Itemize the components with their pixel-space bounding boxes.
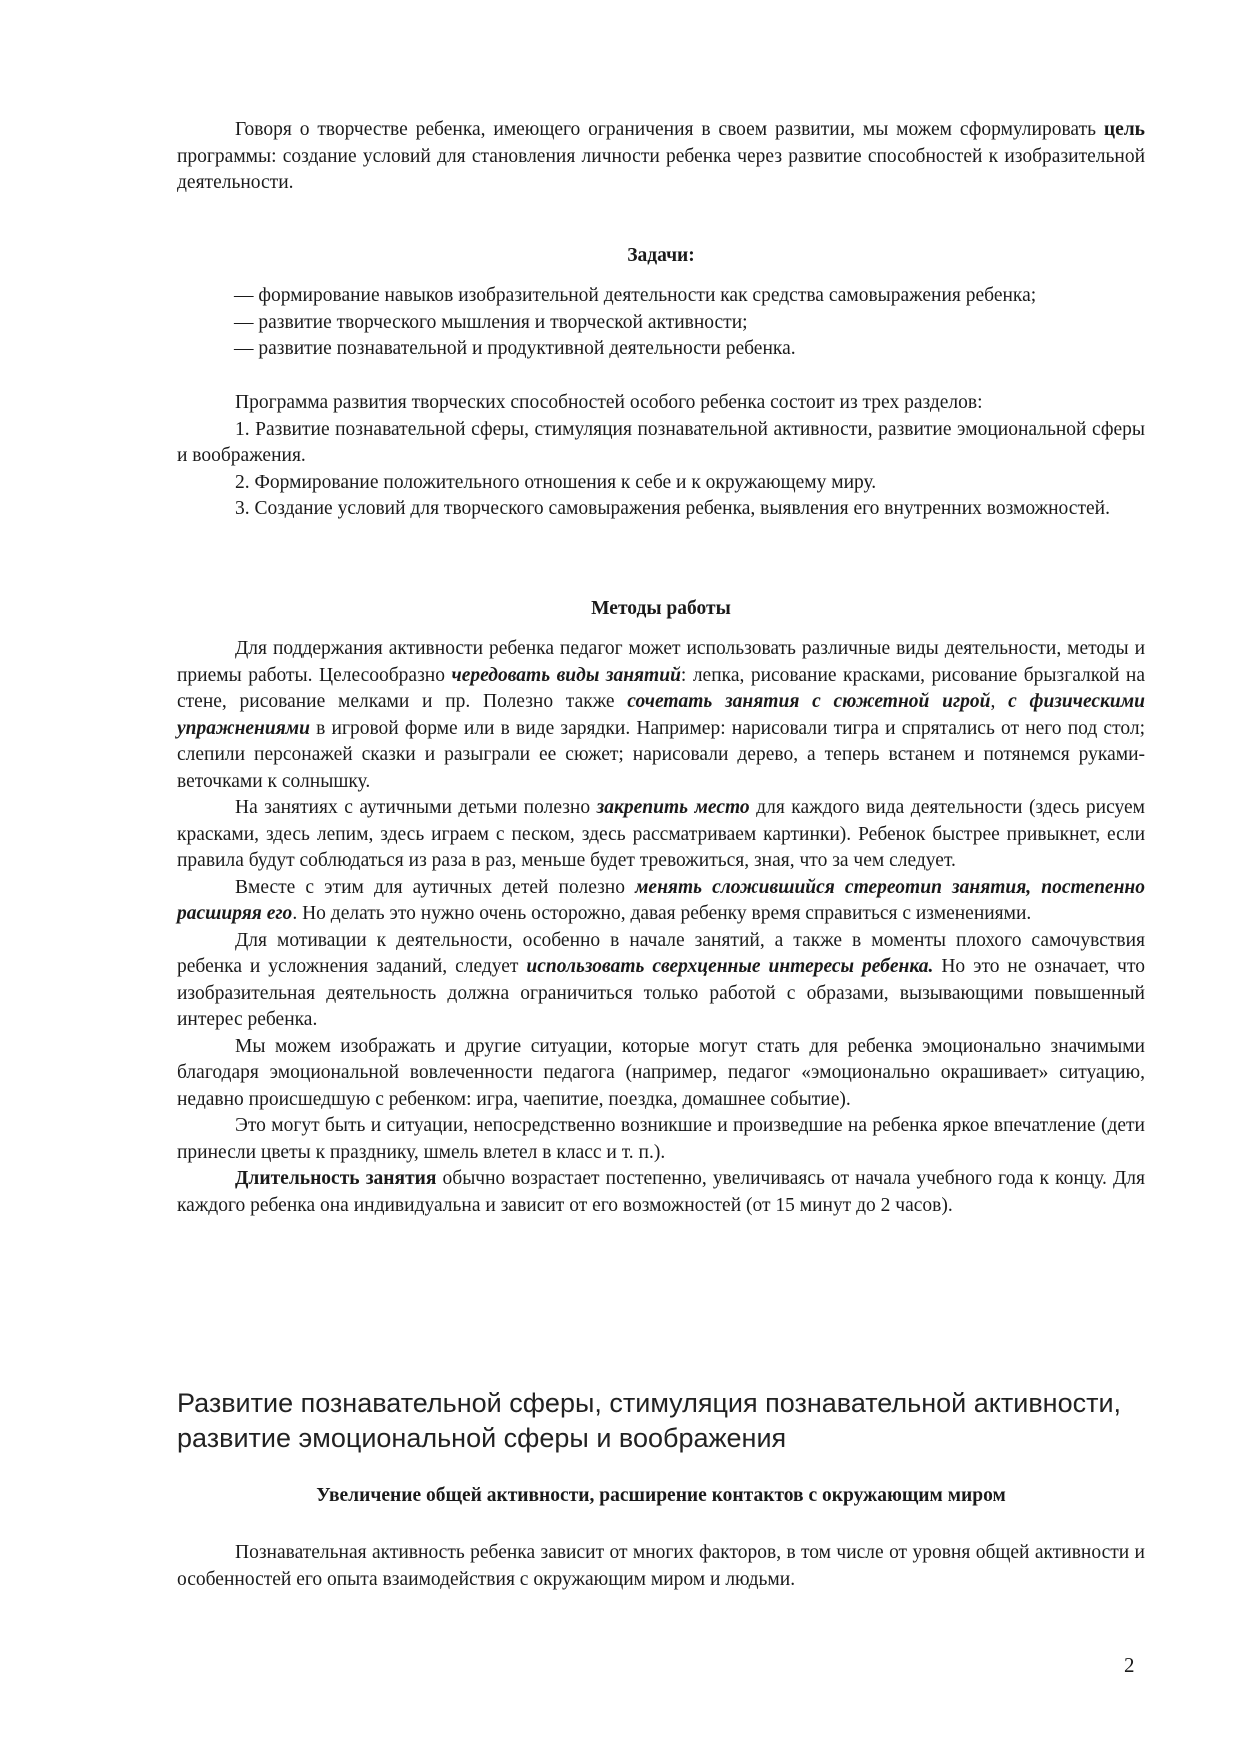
intro-paragraph [177,117,1145,197]
text-run: в игровой форме или в виде зарядки. Например: нарисовали тигра и спрятались от него под стол; слепили персонажей сказки и разыграли ее сюжет; нарисовали дерево, а теперь встанем и потянемся руками-веточками к солнышку. [177,717,1145,792]
methods-paragraph-2 [177,795,1145,875]
program-intro: Программа развития творческих способностей особого ребенка состоит из трех разделов: [235,392,983,413]
intro-text-2: программы: создание условий для становления личности ребенка через развитие способностей к изобразительной деятельности. [177,145,1145,193]
section-title-line-1: Развитие познавательной сферы, стимуляция познавательной активности, [177,1388,1122,1418]
subsection-heading-block [177,1483,1145,1510]
methods-heading: Методы работы [591,598,731,619]
bold-phrase: Длительность занятия [235,1168,437,1189]
text-run: . Но делать это нужно очень осторожно, давая ребенку время справиться с изменениями. [292,903,1032,924]
program-item: 2. Формирование положительного отношения к себе и к окружающему миру. [235,471,877,493]
section-title [177,1386,1157,1456]
methods-section [177,636,1145,1219]
text-run: Вместе с этим для аутичных детей полезно [235,876,636,898]
methods-paragraph-6: Это могут быть и ситуации, непосредственно возникшие и произведшие на ребенка яркое впечатление (дети принесли цветы к празднику, шмель влетел в класс и т. п.). [177,1115,1145,1163]
emphasis: сочетать занятия с сюжетной игрой [627,691,991,712]
tasks-section [177,243,1145,270]
program-item: 1. Развитие познавательной сферы, стимуляция познавательной активности, развитие эмоциональной сферы и воображения. [177,418,1145,466]
text-run: , [990,691,1009,712]
emphasis: чередовать виды занятий [451,664,681,686]
emphasis: менять сложившийся стереотип занятия, постепенно расширяя его [177,876,1145,924]
methods-paragraph-5: Мы можем изображать и другие ситуации, которые могут стать для ребенка эмоционально значимыми благодаря эмоциональной вовлеченности педагога (например, педагог «эмоционально окрашивает» ситуацию, недавно происшедшую с ребенком: игра, чаепитие, поездка, домашнее событие). [177,1035,1145,1110]
tasks-list [177,283,1145,363]
goal-word: цель [1103,119,1145,140]
emphasis: закрепить место [596,797,750,818]
subsection-paragraph: Познавательная активность ребенка зависит от многих факторов, в том числе от уровня общей активности и особенностей его опыта взаимодействия с окружающим миром и людьми. [177,1542,1145,1590]
emphasis: с физическими упражнениями [177,691,1145,739]
intro-text-1: Говоря о творчестве ребенка, имеющего ограничения в своем развитии, мы можем сформулировать [235,119,1104,140]
methods-paragraph-4 [177,928,1145,1034]
program-section [177,390,1145,523]
methods-paragraph-3 [177,875,1145,928]
methods-paragraph-7 [177,1166,1145,1219]
text-run: обычно возрастает постепенно, увеличиваясь от начала учебного года к концу. Для каждого ребенка она индивидуальна и зависит от его возможностей (от 15 минут до 2 часов). [177,1168,1145,1216]
methods-paragraph-1 [177,636,1145,795]
text-run: для каждого вида деятельности (здесь рисуем красками, здесь лепим, здесь играем с песком, здесь рассматриваем картинки). Ребенок быстрее привыкнет, если правила будут соблюдаться из раза в раз, меньше будет тревожиться, зная, что за чем следует. [177,797,1145,871]
task-item: — формирование навыков изобразительной деятельности как средства самовыражения ребенка; [234,285,1037,306]
text-run: : лепка, рисование красками, рисование брызгалкой на стене, рисование мелками и пр. Полезно также [177,664,1146,712]
page-number: 2 [1124,1653,1135,1677]
methods-heading-block [177,596,1145,623]
section-title-line-2: развитие эмоциональной сферы и воображения [177,1423,787,1453]
emphasis: использовать сверхценные интересы ребенка. [526,956,934,977]
task-item: — развитие познавательной и продуктивной деятельности ребенка. [234,338,796,359]
tasks-heading: Задачи: [627,245,695,266]
text-run: Для мотивации к деятельности, особенно в начале занятий, а также в моменты плохого самочувствия ребенка и усложнения заданий, следует [177,929,1145,977]
program-item: 3. Создание условий для творческого самовыражения ребенка, выявления его внутренних возможностей. [235,498,1110,519]
subsection-heading: Увеличение общей активности, расширение контактов с окружающим миром [316,1485,1006,1506]
task-item: — развитие творческого мышления и творческой активности; [234,311,748,333]
text-run: Но это не означает, что изобразительная деятельность должна ограничиться только работой с образами, вызывающими повышенный интерес ребенка. [177,956,1145,1030]
text-run: Для поддержания активности ребенка педагог может использовать различные виды деятельности, методы и приемы работы. Целесообразно [177,638,1145,686]
intro-section [177,117,1145,197]
text-run: На занятиях с аутичными детьми полезно [235,797,597,818]
subsection-body [177,1540,1145,1593]
